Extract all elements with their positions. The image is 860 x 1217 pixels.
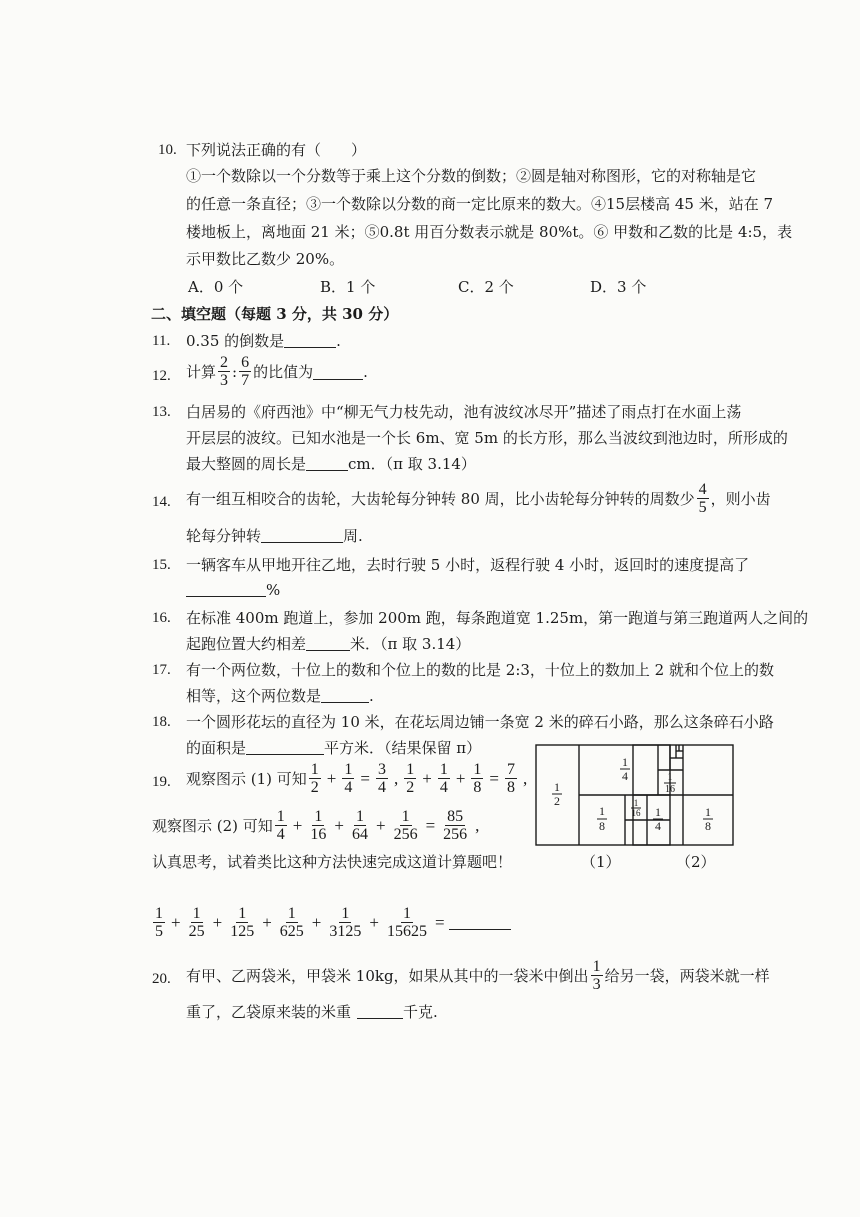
q19-observation-1: 观察图示 (1) 可知 $\frac{1}{2}$ + $\frac{1}{4}$ = $\frac{3}{4}$ , $\frac{1}{2}$ + $\frac{1}{4}$ + $\frac{1}{8}$ = $\frac{7}{8}$ , — [186, 761, 528, 796]
q12-post: 的比值为 — [253, 363, 314, 381]
fig1-sixteenth-num: 1 — [633, 798, 639, 808]
calc-n2: 1 — [192, 905, 201, 922]
q16-answer-blank[interactable] — [306, 634, 350, 651]
q20-denominator: 3 — [592, 976, 601, 993]
q12-separator: : — [232, 362, 238, 381]
q19-number: 19. — [152, 774, 171, 790]
fig1-quarter-den: 4 — [622, 769, 628, 783]
q14-line-1 — [186, 481, 771, 516]
eq1b-n2: 1 — [439, 761, 448, 778]
fig2-sixteenth-den: 16 — [665, 784, 675, 795]
q12-a-numerator: 2 — [220, 354, 229, 371]
eq2-n2: 1 — [314, 808, 323, 825]
q17-line-1: 有一个两位数，十位上的数和个位上的数的比是 2:3，十位上的数加上 2 就和个位上的数 — [186, 661, 774, 679]
q16-line2-pre: 起跑位置大约相差 — [186, 635, 307, 653]
q15-line-1: 一辆客车从甲地开往乙地，去时行驶 5 小时，返程行驶 4 小时，返回时的速度提高了 — [186, 556, 750, 574]
q19-obs1-label: 观察图示 (1) 可知 — [186, 770, 307, 788]
q19-observation-2: 观察图示 (2) 可知 $\frac{1}{4}$ + $\frac{1}{16}$ + $\frac{1}{64}$ + $\frac{1}{256}$ = $\frac{85}{256}$ , — [152, 808, 480, 843]
q12-fraction-a — [218, 354, 230, 389]
q19-instruction: 认真思考，试着类比这种方法快速完成这道计算题吧！ — [152, 853, 513, 871]
q12-end: . — [363, 362, 368, 381]
q18-line2-pre: 的面积是 — [186, 739, 247, 757]
q13-answer-blank[interactable] — [306, 454, 348, 471]
q17-line-2 — [186, 686, 374, 706]
q12-a-denominator: 3 — [220, 372, 229, 389]
q20-line-2 — [186, 1002, 438, 1022]
eq1a-d1: 2 — [310, 779, 319, 796]
q14-number: 14. — [152, 494, 171, 510]
calc-d4: 625 — [279, 923, 304, 940]
q14-post: ，则小齿 — [710, 490, 771, 508]
q10-stem: 下列说法正确的有（ ） — [186, 141, 367, 159]
figure-2-caption: （2） — [676, 853, 716, 871]
eq1a-n1: 1 — [310, 761, 319, 778]
eq1b-d4: 8 — [507, 779, 516, 796]
q15-line-2 — [186, 580, 280, 600]
q11-answer-blank[interactable] — [284, 331, 336, 348]
fig1-half-num: 1 — [554, 780, 560, 794]
q14-denominator: 5 — [698, 499, 707, 516]
fig2-eighth-den: 8 — [705, 819, 711, 833]
q20-pre: 有甲、乙两袋米，甲袋米 10kg，如果从其中的一袋米中倒出 — [186, 967, 589, 985]
q17-answer-blank[interactable] — [321, 686, 369, 703]
q16-line-1: 在标准 400m 跑道上，参加 200m 跑，每条跑道宽 1.25m，第一跑道与第三跑道两人之间的 — [186, 609, 809, 627]
q13-line-2: 开层层的波纹。已知水池是一个长 6m、宽 5m 的长方形，那么当波纹到池边时，所形成的 — [186, 429, 788, 447]
q10-option-d: D．3 个 — [590, 278, 647, 296]
q10-line-4: 示甲数比乙数少 20%。 — [186, 250, 345, 268]
eq2-d3: 64 — [351, 826, 368, 843]
eq2-n4: 1 — [401, 808, 410, 825]
q19-calculation: $\frac{1}{5}$ + $\frac{1}{25}$ + $\frac{1}{125}$ + $\frac{1}{625}$ + $\frac{1}{3125}$ + $\frac{1}{15625}$ = — [151, 905, 511, 940]
fig1-quarter-num: 1 — [622, 755, 628, 769]
eq1b-d2: 4 — [439, 779, 448, 796]
eq1a-n3: 3 — [377, 761, 386, 778]
q18-line-2 — [186, 738, 481, 758]
q11-text — [186, 331, 341, 351]
q12-b-numerator: 6 — [241, 354, 250, 371]
q20-post: 给另一袋，两袋米就一样 — [604, 967, 770, 985]
q12-b-denominator: 7 — [241, 372, 250, 389]
q10-line-3: 楼地板上，离地面 21 米；⑤0.8t 用百分数表示就是 80%t。⑥ 甲数和乙数的比是 4:5，表 — [186, 223, 793, 241]
q14-line-2 — [186, 526, 363, 546]
q10-line-1: ①一个数除以一个分数等于乘上这个分数的倒数；②圆是轴对称图形，它的对称轴是它 — [186, 167, 757, 185]
eq1a-d2: 4 — [344, 779, 353, 796]
fig1-half-den: 2 — [554, 794, 560, 808]
fig1-eighth-den: 8 — [599, 819, 605, 833]
q20-line2-pre: 重了，乙袋原来装的米重 — [186, 1003, 352, 1021]
q13-number: 13. — [152, 404, 171, 420]
eq2-n1: 1 — [276, 808, 285, 825]
eq2-d5: 256 — [443, 826, 468, 843]
q10-number: 10. — [158, 142, 177, 158]
eq1b-n3: 1 — [473, 761, 482, 778]
eq2-d1: 4 — [276, 826, 285, 843]
eq2-n3: 1 — [355, 808, 364, 825]
q10-option-b: B．1 个 — [320, 278, 376, 296]
q16-line2-post: 米．（π 取 3.14） — [350, 635, 471, 653]
q12-pre: 计算 — [186, 363, 217, 381]
q14-numerator: 4 — [698, 481, 707, 498]
q20-numerator: 1 — [592, 958, 601, 975]
q14-line2-pre: 轮每分钟转 — [186, 527, 262, 545]
q20-answer-blank[interactable] — [357, 1002, 403, 1019]
q20-fraction — [591, 958, 603, 993]
q17-line2-pre: 相等，这个两位数是 — [186, 687, 322, 705]
calc-d3: 125 — [230, 923, 255, 940]
q14-line2-post: 周. — [343, 527, 363, 545]
eq1a-n2: 1 — [344, 761, 353, 778]
figure-2 — [632, 744, 734, 846]
q11-question: 0.35 的倒数是 — [186, 332, 285, 350]
q13-last-post: cm．（π 取 3.14） — [348, 455, 476, 473]
calc-n4: 1 — [287, 905, 296, 922]
q17-line2-post: . — [369, 687, 374, 705]
eq2-n5: 85 — [447, 808, 464, 825]
q14-fraction — [697, 481, 709, 516]
fig1-eighth-num: 1 — [599, 804, 605, 818]
eq1b-n1: 1 — [406, 761, 415, 778]
q13-line-3 — [186, 454, 476, 474]
calc-d1: 5 — [155, 923, 163, 940]
eq1b-n4: 7 — [507, 761, 516, 778]
q19-answer-blank[interactable] — [449, 915, 511, 930]
q20-number: 20. — [152, 971, 171, 987]
q18-line2-post: 平方米．（结果保留 π） — [324, 739, 482, 757]
figure-1-caption: （1） — [581, 853, 621, 871]
eq1b-d1: 2 — [406, 779, 415, 796]
calc-n1: 1 — [155, 905, 163, 922]
calc-d2: 25 — [188, 923, 205, 940]
q14-answer-blank[interactable] — [261, 526, 343, 543]
q10-option-c: C．2 个 — [458, 278, 514, 296]
q11-number: 11. — [152, 333, 171, 349]
q15-number: 15. — [152, 557, 171, 573]
q13-last-pre: 最大整圆的周长是 — [186, 455, 307, 473]
calc-d6: 15625 — [386, 923, 427, 940]
eq1a-d3: 4 — [377, 779, 386, 796]
q12-number: 12. — [152, 368, 171, 384]
q16-number: 16. — [152, 610, 171, 626]
q12-text — [186, 354, 368, 389]
fig1-sixteenth-den: 16 — [631, 808, 641, 818]
q12-answer-blank[interactable] — [313, 363, 363, 380]
q18-answer-blank[interactable] — [246, 738, 324, 755]
q13-line-1: 白居易的《府西池》中“柳无气力枝先动，池有波纹冰尽开”描述了雨点打在水面上荡 — [186, 403, 742, 421]
eq2-d2: 16 — [310, 826, 327, 843]
fig2-quarter-num: 1 — [655, 805, 661, 819]
q10-line-2: 的任意一条直径；③一个数除以分数的商一定比原来的数大。④15层楼高 45 米，站在 7 — [186, 195, 774, 213]
q10-option-a: A．0 个 — [188, 278, 244, 296]
fig2-sixteenth-num: 1 — [667, 772, 673, 783]
eq2-d4: 256 — [393, 826, 418, 843]
fig2-quarter-den: 4 — [655, 819, 661, 833]
q15-unit: % — [266, 581, 281, 599]
section-heading: 二、填空题（每题 3 分，共 30 分） — [151, 305, 399, 323]
eq1b-d3: 8 — [473, 779, 482, 796]
q16-line-2 — [186, 634, 470, 654]
q20-line-1 — [186, 958, 770, 993]
q18-number: 18. — [152, 714, 171, 730]
q17-number: 17. — [152, 662, 171, 678]
calc-d5: 3125 — [329, 923, 362, 940]
calc-n3: 1 — [238, 905, 247, 922]
q12-fraction-b — [239, 354, 251, 389]
q19-obs2-label: 观察图示 (2) 可知 — [152, 817, 273, 835]
calc-n5: 1 — [341, 905, 350, 922]
q18-line-1: 一个圆形花坛的直径为 10 米，在花坛周边铺一条宽 2 米的碎石小路，那么这条碎石小路 — [186, 713, 774, 731]
q11-end: . — [336, 332, 341, 350]
q15-answer-blank[interactable] — [186, 580, 266, 597]
q14-pre: 有一组互相咬合的齿轮，大齿轮每分钟转 80 周，比小齿轮每分钟转的周数少 — [186, 490, 695, 508]
fig2-eighth-num: 1 — [705, 805, 711, 819]
calc-n6: 1 — [402, 905, 411, 922]
q20-line2-post: 千克. — [403, 1003, 438, 1021]
